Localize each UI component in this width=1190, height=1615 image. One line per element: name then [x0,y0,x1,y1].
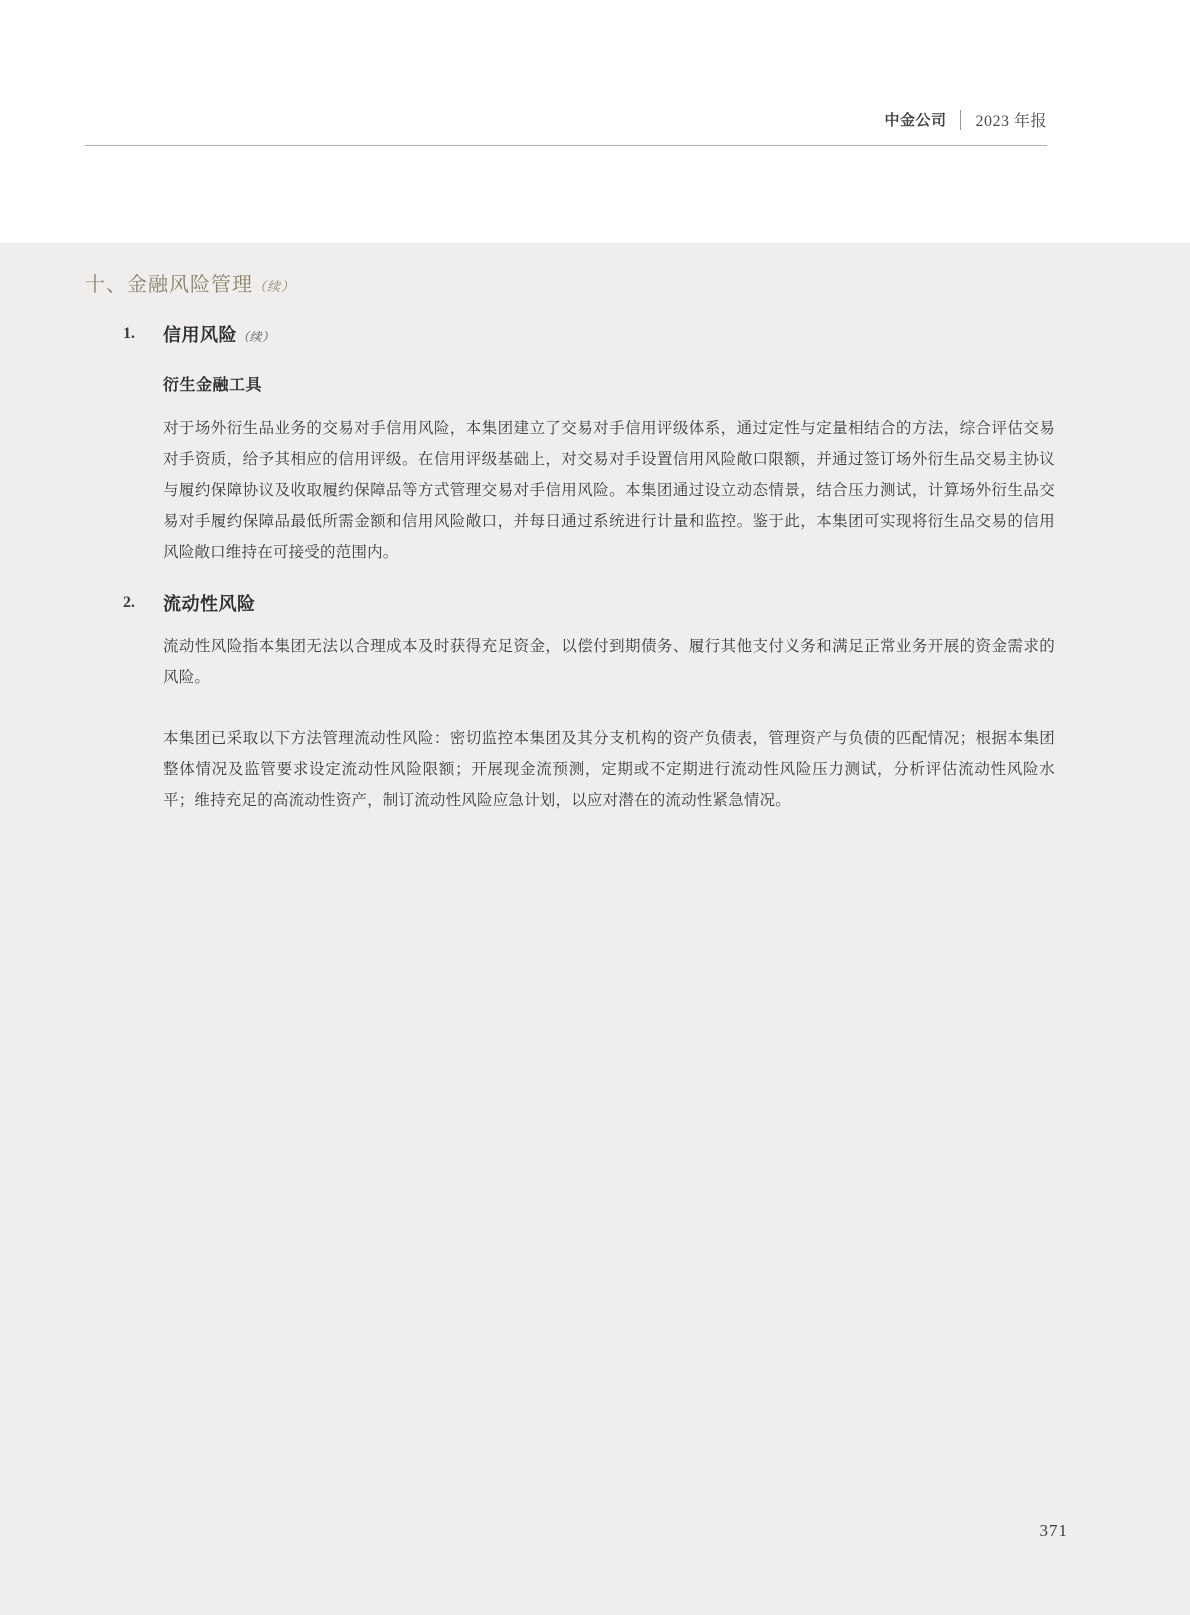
item-title-text: 信用风险 [163,325,237,345]
page-number: 371 [1039,1521,1068,1540]
section-heading-continued: （续） [253,279,296,294]
item-title-text: 流动性风险 [163,593,256,614]
header-company-name: 中金公司 [884,112,947,129]
section-heading-text: 十、金融风险管理 [85,274,253,296]
header-title-group [884,108,1047,131]
numbered-item [85,321,1055,350]
spacer [163,715,1055,723]
page-header [0,0,1190,243]
item-title [163,321,275,350]
header-report-year: 2023 年报 [975,113,1047,130]
paragraph: 对于场外衍生品业务的交易对手信用风险，本集团建立了交易对手信用评级体系，通过定性与定量相结合的方法，综合评估交易对手资质，给予其相应的信用评级。在信用评级基础上，对交易对手设置信用风险敞口限额，并通过签订场外衍生品交易主协议与履约保障协议及收取履约保障品等方式管理交易对手信用风险。本集团通过设立动态情景，结合压力测试，计算场外衍生品交易对手履约保障品最低所需金额和信用风险敞口，并每日通过系统进行计量和监控。鉴于此，本集团可实现将衍生品交易的信用风险敞口维持在可接受的范围内。 [163,419,1055,561]
header-rule [85,145,1047,146]
sub-heading: 衍生金融工具 [163,376,263,394]
content-column [85,268,1055,816]
item-marker: 1. [123,325,135,342]
item-body [85,631,1055,816]
item-body [85,372,1055,568]
item-title-continued: （续） [237,330,275,344]
paragraph: 本集团已采取以下方法管理流动性风险：密切监控本集团及其分支机构的资产负债表，管理资产与负债的匹配情况；根据本集团整体情况及监管要求设定流动性风险限额；开展现金流预测，定期或不定期进行流动性风险压力测试，分析评估流动性风险水平；维持充足的高流动性资产，制订流动性风险应急计划，以应对潜在的流动性紧急情况。 [163,729,1055,809]
paragraph: 流动性风险指本集团无法以合理成本及时获得充足资金，以偿付到期债务、履行其他支付义务和满足正常业务开展的资金需求的风险。 [163,637,1055,686]
page-body [0,243,1190,1615]
numbered-item [85,590,1055,619]
section-heading [85,268,1055,297]
item-marker: 2. [123,593,135,611]
item-title [163,590,256,619]
spacer [85,568,1055,590]
